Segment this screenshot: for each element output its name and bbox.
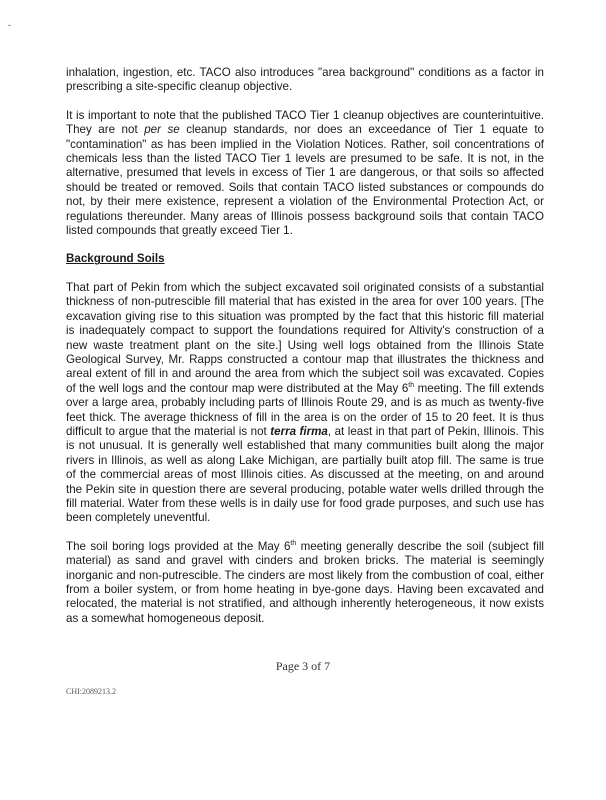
paragraph-1: inhalation, ingestion, etc. TACO also introduces "area background" conditions as a factor in prescribing a site-specific cleanup objective. <box>66 66 544 94</box>
superscript-th: th <box>290 539 297 547</box>
terra-firma-emphasis: terra firma <box>270 424 328 438</box>
paragraph-3-text-c: , at least in that part of Pekin, Illinois. This is not unusual. It is generally well established that many communities built along the major rivers in Illinois, as well as along Lake Michigan, are partially built atop fill. The same is true of the commercial areas of most Illinois cities. As discussed at the meeting, on and around the Pekin site in question there are several producing, potable water wells drilled through the fill material. Water from these wells is in daily use for food grade purposes, and such use has been completely uneventful. <box>66 424 544 525</box>
paragraph-2 <box>66 109 544 239</box>
document-id: CHI:2089213.2 <box>66 687 116 696</box>
paragraph-4-text-a: The soil boring logs provided at the May 6 <box>66 539 291 553</box>
paragraph-3 <box>66 281 544 526</box>
paragraph-2-text-b: cleanup standards, nor does an exceedance of Tier 1 equate to "contamination" as has been implied in the Violation Notices. Rather, soil concentrations of chemicals less than the listed TACO Tier 1 levels are presumed to be safe. It is not, in the alternative, presumed that levels in excess of Tier 1 are dangerous, or that soils so affected should be treated or removed. Soils that contain TACO listed substances or compounds do not, by their mere existence, represent a violation of the Environmental Protection Act, or regulations thereunder. Many areas of Illinois possess background soils that contain TACO listed compounds that greatly exceed Tier 1. <box>66 123 544 238</box>
superscript-th: th <box>408 381 415 389</box>
corner-mark: - <box>8 20 11 30</box>
paragraph-2-text-a: It is important to note that the published TACO Tier 1 cleanup objectives are counterintuitive. They are not <box>66 108 544 137</box>
document-body <box>66 66 544 640</box>
page-number: Page 3 of 7 <box>275 659 331 673</box>
section-heading-background-soils: Background Soils <box>66 252 165 266</box>
paragraph-3-text-a: That part of Pekin from which the subject excavated soil originated consists of a substantial thickness of non-putrescible fill material that has existed in the area for over 100 years. [The excavation giving rise to this situation was prompted by the fact that this historic fill material is inadequately compact to support the foundations required for Altivity's construction of a new waste treatment plant on the site.] Using well logs obtained from the Illinois State Geological Survey, Mr. Rapps constructed a contour map that illustrates the thickness and areal extent of fill in and around the area from which the subject soil was excavated. Copies of the well logs and the contour map were distributed at the May 6 <box>66 280 544 395</box>
paragraph-4 <box>66 540 544 626</box>
per-se-emphasis: per se <box>144 123 180 137</box>
paragraph-3-text-b: meeting. The fill extends over a large area, probably including parts of Illinois Route 29, and is as much as twenty-five feet thick. The average thickness of fill in the area is on the order of 15 to 20 feet. It is thus difficult to argue that the material is not <box>66 381 544 438</box>
paragraph-4-text-b: meeting generally describe the soil (subject fill material) as sand and gravel with cinders and broken bricks. The material is seemingly inorganic and non-putrescible. The cinders are most likely from the combustion of coal, either from a boiler system, or from home heating in bye-gone days. Having been excavated and relocated, the material is not stratified, and although inherently heterogeneous, it now exists as a somewhat homogeneous deposit. <box>66 539 545 625</box>
